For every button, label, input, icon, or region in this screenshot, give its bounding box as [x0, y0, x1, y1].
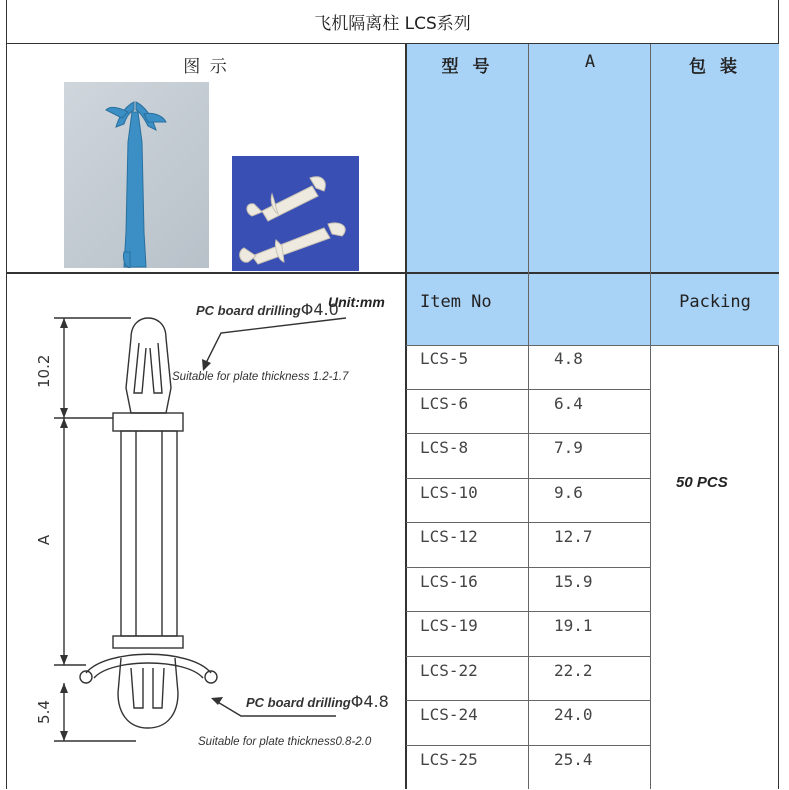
table-row [406, 568, 651, 613]
top-drill-label: PC board drilling [196, 303, 301, 318]
table-row [406, 746, 651, 790]
header-a: A [529, 44, 651, 272]
header-diagram-cell [6, 44, 406, 272]
item-number-cell: LCS-25 [420, 750, 478, 769]
subheader-item-no-label: Item No [420, 292, 492, 312]
a-value-cell: 4.8 [554, 349, 583, 368]
a-value-cell: 12.7 [554, 527, 593, 546]
top-drill-value: Φ4.0 [301, 300, 339, 319]
dimension-a: A [35, 528, 53, 552]
item-number-cell: LCS-22 [420, 661, 478, 680]
table-row [406, 701, 651, 746]
item-number-cell: LCS-16 [420, 572, 478, 591]
item-number-cell: LCS-8 [420, 438, 468, 457]
subheader-a [529, 272, 651, 345]
item-number-cell: LCS-5 [420, 349, 468, 368]
table-row [406, 345, 651, 390]
dimension-bottom: 5.4 [35, 698, 53, 726]
a-value-cell: 22.2 [554, 661, 593, 680]
subheader-packing [651, 272, 779, 345]
item-number-cell: LCS-10 [420, 483, 478, 502]
a-value-cell: 25.4 [554, 750, 593, 769]
a-value-cell: 19.1 [554, 616, 593, 635]
table-title: 飞机隔离柱 LCS系列 [6, 0, 779, 44]
product-photo-white [232, 156, 359, 271]
item-number-cell: LCS-6 [420, 394, 468, 413]
a-value-cell: 6.4 [554, 394, 583, 413]
item-number-cell: LCS-12 [420, 527, 478, 546]
subheader-packing-label: Packing [651, 292, 779, 312]
product-photo-blue [64, 82, 209, 268]
table-row [406, 479, 651, 524]
a-value-cell: 7.9 [554, 438, 583, 457]
table-row [406, 657, 651, 702]
table-row [406, 390, 651, 435]
a-value-cell: 24.0 [554, 705, 593, 724]
packing-value: 50 PCS [676, 474, 728, 491]
top-drill-annotation [196, 300, 339, 319]
item-number-cell: LCS-19 [420, 616, 478, 635]
item-number-cell: LCS-24 [420, 705, 478, 724]
subheader-item-no [406, 272, 529, 345]
bottom-drill-annotation [246, 692, 389, 711]
header-packing-cn: 包 装 [651, 44, 779, 272]
dimension-top: 10.2 [35, 356, 53, 388]
a-value-cell: 15.9 [554, 572, 593, 591]
bottom-drill-label: PC board drilling [246, 695, 351, 710]
bottom-thickness-note: Suitable for plate thickness0.8-2.0 [198, 736, 371, 748]
technical-drawing [6, 273, 405, 789]
table-row [406, 523, 651, 568]
header-diagram-label: 图 示 [6, 52, 406, 77]
table-row [406, 612, 651, 657]
unit-label: Unit:mm [328, 294, 385, 310]
header-model: 型 号 [406, 44, 529, 272]
a-value-cell: 9.6 [554, 483, 583, 502]
top-thickness-note: Suitable for plate thickness 1.2-1.7 [172, 371, 348, 383]
bottom-drill-value: Φ4.8 [351, 692, 389, 711]
table-row [406, 434, 651, 479]
